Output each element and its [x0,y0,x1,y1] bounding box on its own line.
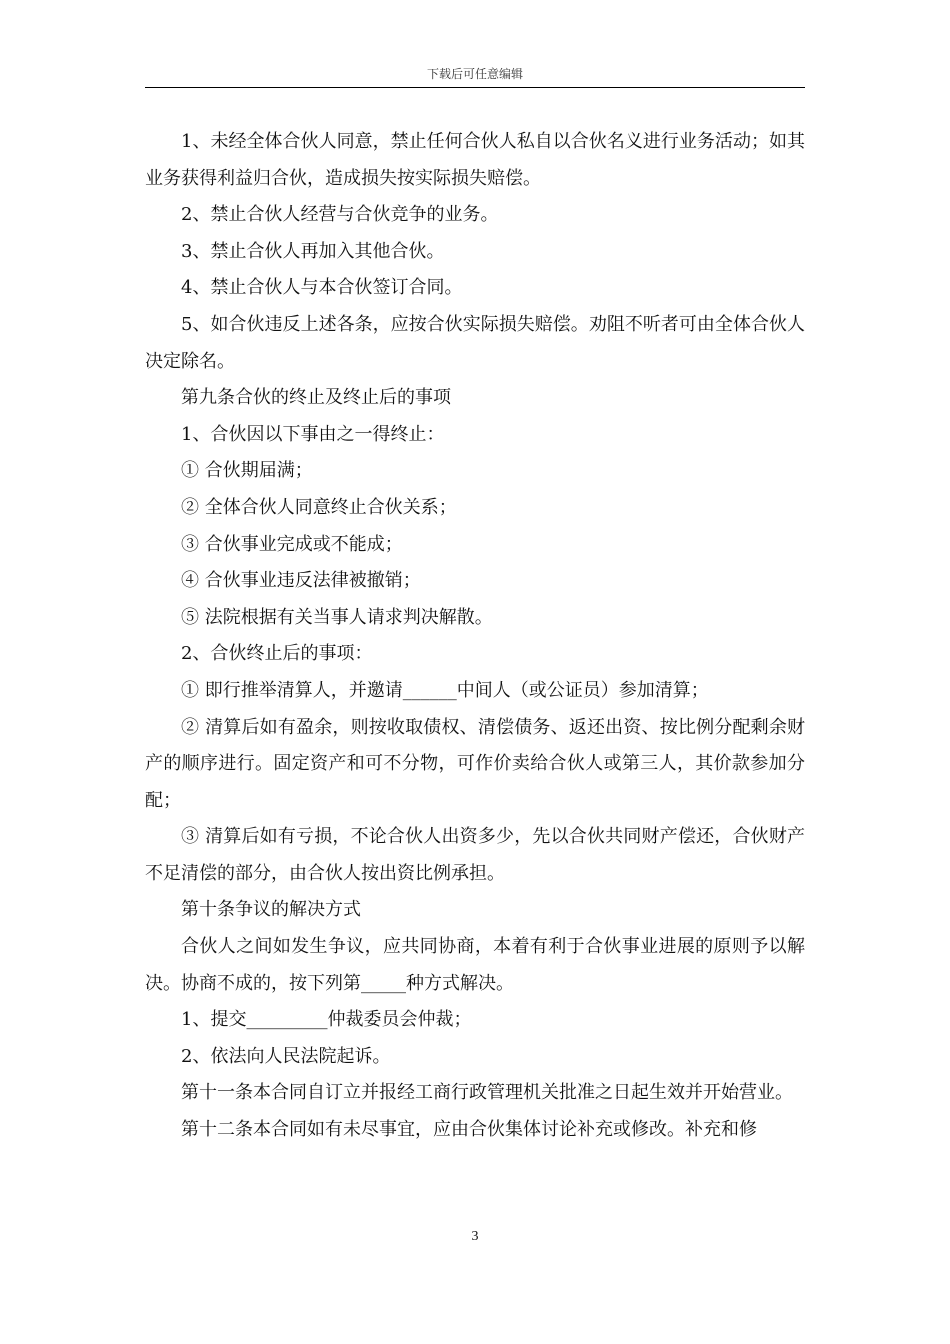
section-heading-10: 第十条争议的解决方式 [181,899,361,921]
section-heading-9: 第九条合伙的终止及终止后的事项 [181,387,451,409]
list-item: ① 即行推举清算人，并邀请______中间人（或公证员）参加清算； [181,679,709,701]
page-number: 3 [471,1229,479,1244]
list-item: ③ 清算后如有亏损，不论合伙人出资多少，先以合伙共同财产偿还，合伙财产不足清偿的部分，由合伙人按出资比例承担。 [145,826,805,884]
section-heading-11: 第十一条本合同自订立并报经工商行政管理机关批准之日起生效并开始营业。 [181,1082,793,1104]
clause-paragraph: 1、未经全体合伙人同意，禁止任何合伙人私自以合伙名义进行业务活动；如其业务获得利益归合伙，造成损失按实际损失赔偿。 [145,131,805,189]
clause-paragraph: 4、禁止合伙人与本合伙签订合同。 [181,277,463,299]
clause-paragraph: 2、依法向人民法院起诉。 [181,1045,391,1067]
page-header: 下载后可任意编辑 [426,67,523,81]
clause-paragraph: 3、禁止合伙人再加入其他合伙。 [181,240,445,262]
list-item: ① 合伙期届满； [181,460,313,482]
section-heading-12: 第十二条本合同如有未尽事宜，应由合伙集体讨论补充或修改。补充和修 [181,1119,757,1141]
list-item: ⑤ 法院根据有关当事人请求判决解散。 [181,606,493,628]
clause-paragraph: 合伙人之间如发生争议，应共同协商，本着有利于合伙事业进展的原则予以解决。协商不成的，按下列第_____种方式解决。 [145,936,805,994]
list-item: ② 清算后如有盈余，则按收取债权、清偿债务、返还出资、按比例分配剩余财产的顺序进行。固定资产和可不分物，可作价卖给合伙人或第三人，其价款参加分配； [145,716,805,811]
clause-paragraph: 1、提交_________仲裁委员会仲裁； [181,1009,472,1031]
clause-paragraph: 5、如合伙违反上述各条，应按合伙实际损失赔偿。劝阻不听者可由全体合伙人决定除名。 [145,313,805,372]
list-item: ③ 合伙事业完成或不能成； [181,533,403,555]
header-divider [145,87,805,88]
clause-paragraph: 2、禁止合伙人经营与合伙竞争的业务。 [181,204,499,226]
clause-paragraph: 1、合伙因以下事由之一得终止： [181,423,445,445]
list-item: ④ 合伙事业违反法律被撤销； [181,570,421,592]
clause-paragraph: 2、合伙终止后的事项： [181,643,373,665]
document-body [145,124,805,1149]
list-item: ② 全体合伙人同意终止合伙关系； [181,496,457,518]
